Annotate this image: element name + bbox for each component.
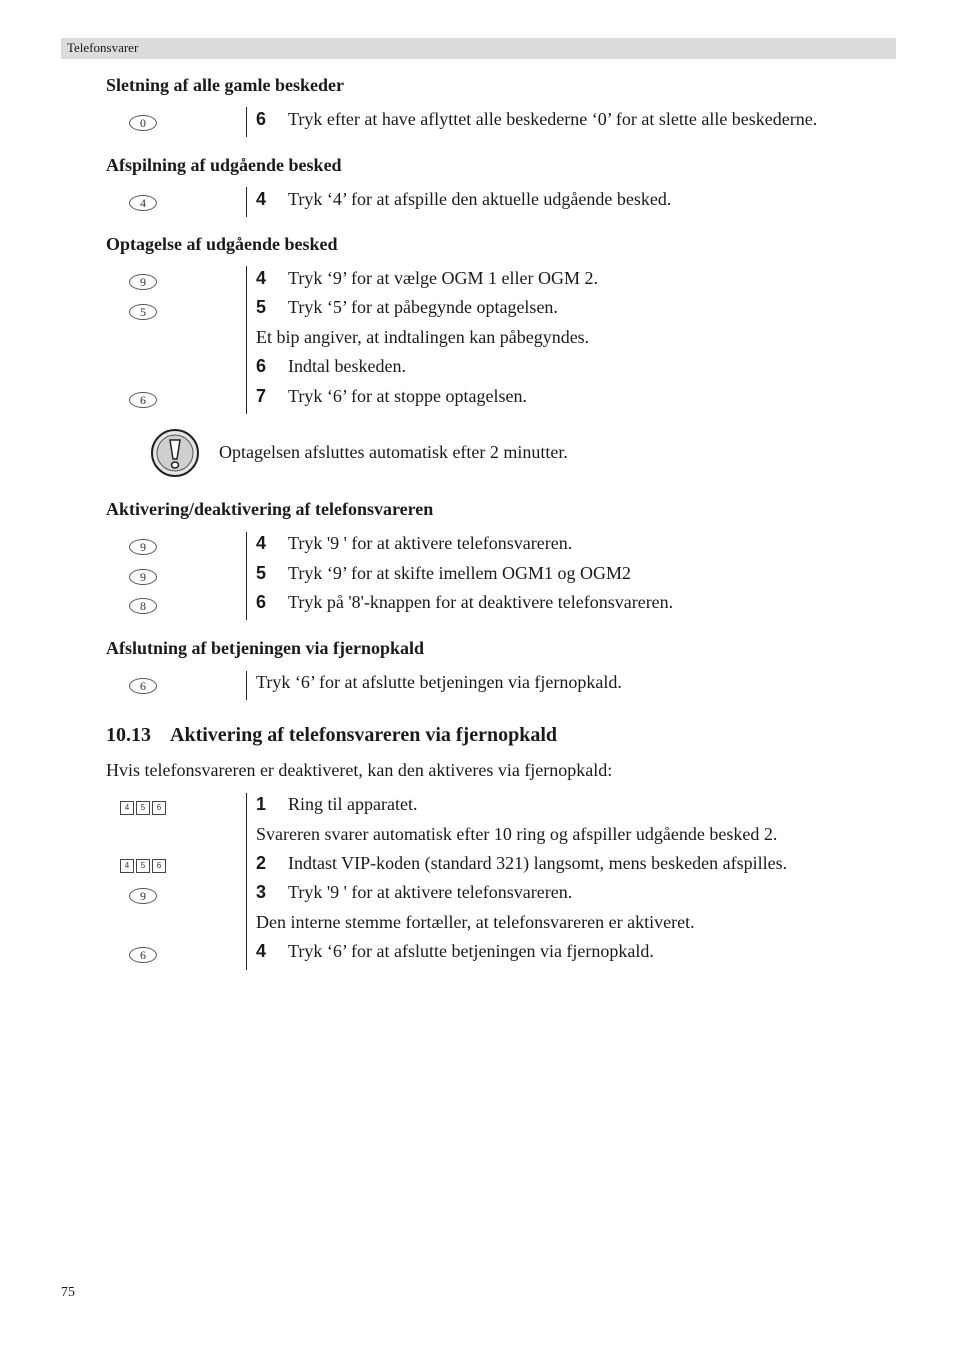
page-number: 75	[61, 1285, 75, 1300]
step-divider	[246, 793, 247, 970]
step-note: Et bip angiver, at indtalingen kan påbegyndes.	[256, 327, 590, 347]
step-divider	[246, 107, 247, 137]
step-divider	[246, 671, 247, 700]
warning-icon	[150, 428, 200, 478]
key-9-icon: 9	[129, 569, 157, 585]
key-9-icon: 9	[129, 539, 157, 555]
step-row: 6 Tryk efter at have aflyttet alle beskederne ‘0’ for at slette alle beskederne.	[256, 109, 818, 129]
key-4-icon: 4	[129, 195, 157, 211]
step-divider	[246, 266, 247, 414]
step-row: 5 Tryk ‘9’ for at skifte imellem OGM1 og OGM2	[256, 563, 631, 583]
step-row: 6 Tryk på '8'-knappen for at deaktivere telefonsvareren.	[256, 592, 674, 612]
key-5-icon: 5	[129, 304, 157, 320]
key-6-icon: 6	[152, 801, 166, 815]
note-text: Optagelsen afsluttes automatisk efter 2 minutter.	[219, 442, 568, 462]
section-heading-end-remote: Afslutning af betjeningen via fjernopkald	[106, 638, 425, 658]
key-0-icon: 0	[129, 115, 157, 131]
step-row: 2 Indtast VIP-koden (standard 321) langsomt, mens beskeden afspilles.	[256, 853, 788, 873]
step-row: 4 Tryk ‘9’ for at vælge OGM 1 eller OGM 2.	[256, 268, 598, 288]
key-5-icon: 5	[136, 859, 150, 873]
step-note: Den interne stemme fortæller, at telefonsvareren er aktiveret.	[256, 912, 695, 932]
key-6-icon: 6	[129, 947, 157, 963]
step-row: 5 Tryk ‘5’ for at påbegynde optagelsen.	[256, 297, 558, 317]
step-note: Svareren svarer automatisk efter 10 ring og afspiller udgående besked 2.	[256, 824, 778, 844]
keys-456-icon	[120, 801, 166, 815]
header-title: Telefonsvarer	[67, 40, 139, 55]
section-intro: Hvis telefonsvareren er deaktiveret, kan den aktiveres via fjernopkald:	[106, 760, 613, 780]
key-4-icon: 4	[120, 859, 134, 873]
step-text: Tryk ‘6’ for at afslutte betjeningen via fjernopkald.	[256, 672, 622, 692]
section-heading-record-outgoing: Optagelse af udgående besked	[106, 234, 338, 254]
key-4-icon: 4	[120, 801, 134, 815]
section-heading-toggle-answering: Aktivering/deaktivering af telefonsvareren	[106, 499, 434, 519]
running-header	[61, 38, 896, 59]
step-row: 4 Tryk ‘6’ for at afslutte betjeningen via fjernopkald.	[256, 941, 654, 961]
step-row: 4 Tryk '9 ' for at aktivere telefonsvareren.	[256, 533, 573, 553]
section-heading-delete-all: Sletning af alle gamle beskeder	[106, 75, 344, 95]
step-row: 6 Indtal beskeden.	[256, 356, 406, 376]
step-row: 4 Tryk ‘4’ for at afspille den aktuelle udgående besked.	[256, 189, 672, 209]
key-6-icon: 6	[152, 859, 166, 873]
key-6-icon: 6	[129, 678, 157, 694]
key-5-icon: 5	[136, 801, 150, 815]
step-row: 7 Tryk ‘6’ for at stoppe optagelsen.	[256, 386, 527, 406]
section-heading-10-13: 10.13 Aktivering af telefonsvareren via fjernopkald	[106, 724, 558, 746]
key-8-icon: 8	[129, 598, 157, 614]
key-9-icon: 9	[129, 888, 157, 904]
step-divider	[246, 187, 247, 217]
keys-456-icon	[120, 859, 166, 873]
step-row: 3 Tryk '9 ' for at aktivere telefonsvareren.	[256, 882, 573, 902]
section-heading-play-outgoing: Afspilning af udgående besked	[106, 155, 342, 175]
key-6-icon: 6	[129, 392, 157, 408]
step-row: 1 Ring til apparatet.	[256, 794, 418, 814]
key-9-icon: 9	[129, 274, 157, 290]
step-divider	[246, 532, 247, 620]
